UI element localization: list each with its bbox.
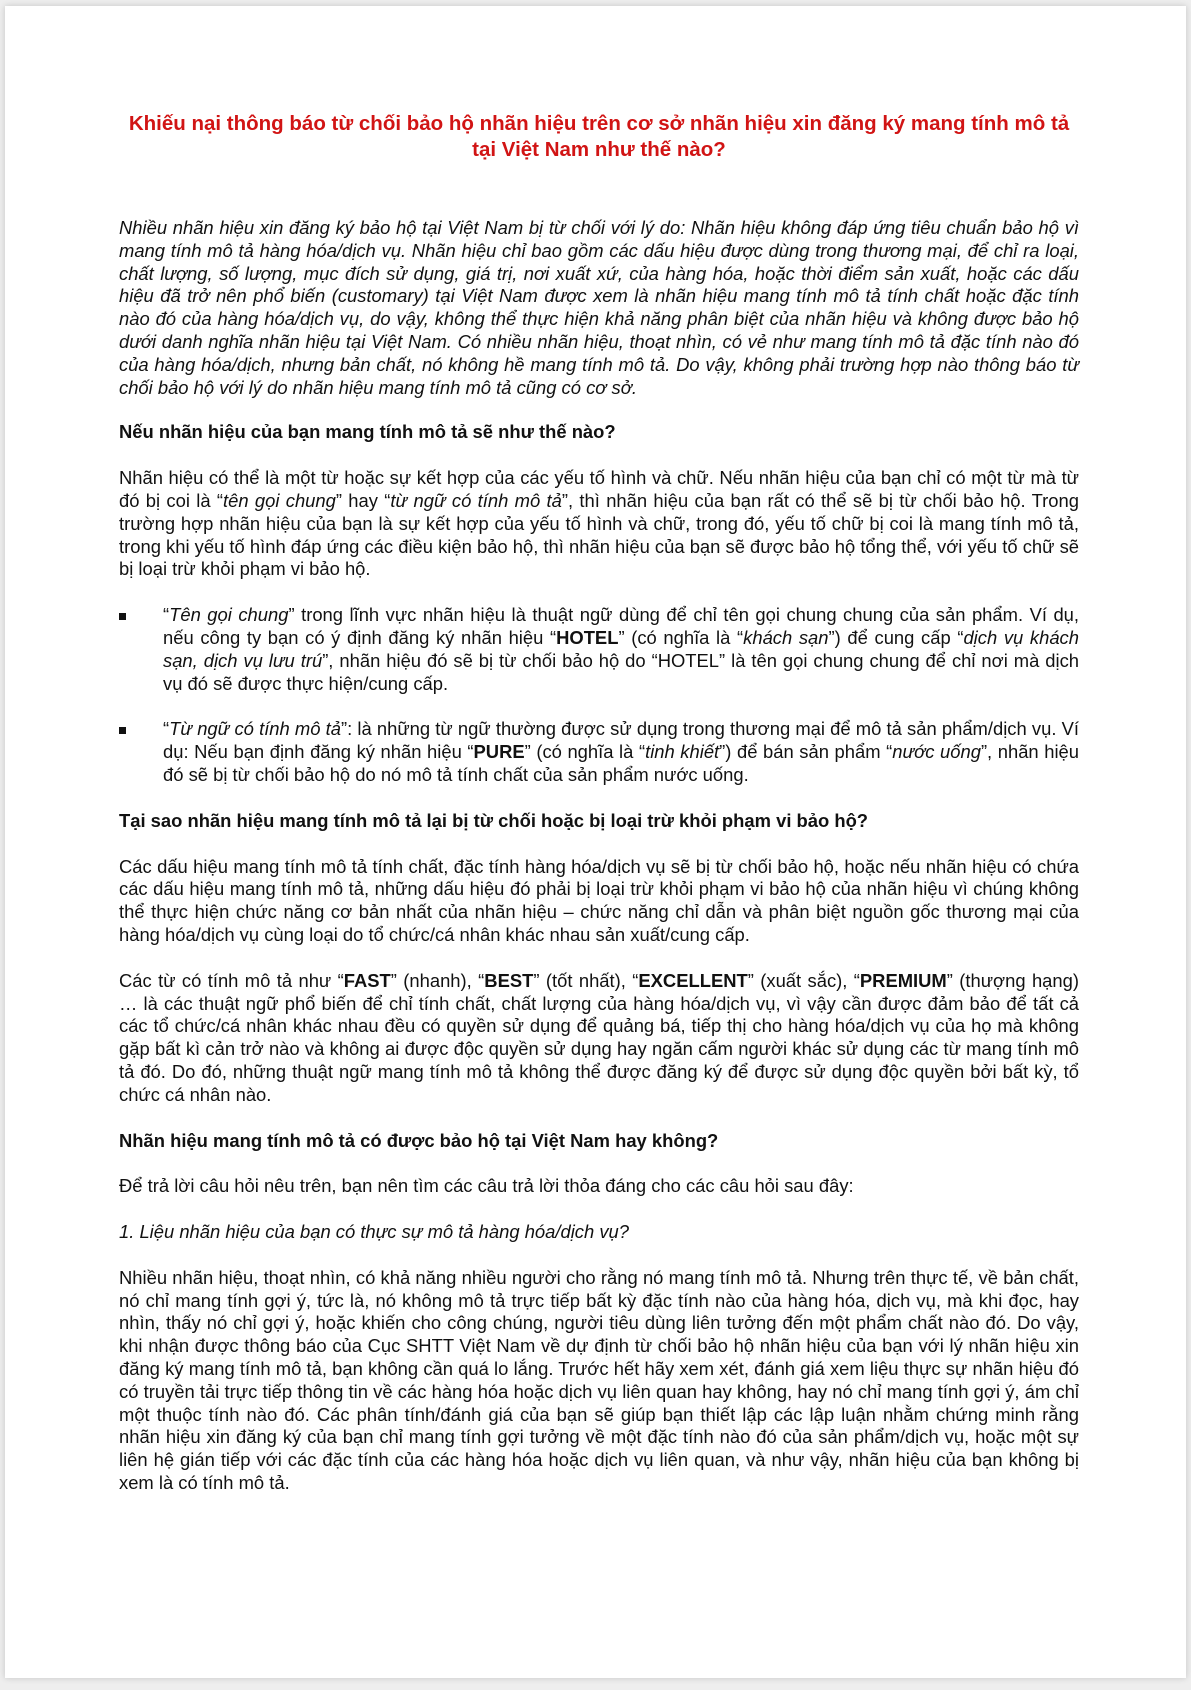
document-page bbox=[5, 6, 1186, 1678]
paragraph-refusal-reason: Các dấu hiệu mang tính mô tả tính chất, đặc tính hàng hóa/dịch vụ sẽ bị từ chối bảo hộ, hoặc nếu nhãn hiệu có chứa các dấu hiệu mang tính mô tả, những dấu hiệu đó phải bị loại trừ khỏi phạm vi bảo hộ của nhãn hiệu vì chúng không thể thực hiện chức năng cơ bản nhất của nhãn hiệu – chức năng chỉ dẫn và phân biệt nguồn gốc thương mại của hàng hóa/dịch vụ cùng loại do tổ chức/cá nhân khác nhau sản xuất/cung cấp. bbox=[119, 855, 1079, 945]
paragraph-mark-composition: Nhãn hiệu có thể là một từ hoặc sự kết hợp của các yếu tố hình và chữ. Nếu nhãn hiệu của bạn chỉ có một từ mà từ đó bị coi là “tên gọi chung” hay “từ ngữ có tính mô tả”, thì nhãn hiệu của bạn rất có thể sẽ bị từ chối bảo hộ. Trong trường hợp nhãn hiệu của bạn là sự kết hợp của yếu tố hình và chữ, trong đó, yếu tố chữ bị coi là mang tính mô tả, trong khi yếu tố hình đáp ứng các điều kiện bảo hộ, thì nhãn hiệu của bạn sẽ được bảo hộ tổng thể, với yếu tố chữ sẽ bị loại trừ khỏi phạm vi bảo hộ. bbox=[119, 467, 1079, 580]
document-title: Khiếu nại thông báo từ chối bảo hộ nhãn hiệu trên cơ sở nhãn hiệu xin đăng ký mang tính mô tả tại Việt Nam như thế nào? bbox=[128, 112, 1070, 161]
list-item-descriptive-term: “Từ ngữ có tính mô tả”: là những từ ngữ thường được sử dụng trong thương mại để mô tả sản phẩm/dịch vụ. Ví dụ: Nếu bạn định đăng ký nhãn hiệu “PURE” (có nghĩa là “tinh khiết”) để bán sản phẩm “nước uống”, nhãn hiệu đó sẽ bị từ chối bảo hộ do nó mô tả tính chất của sản phẩm nước uống. bbox=[119, 718, 1079, 786]
paragraph-suggestive-marks: Nhiều nhãn hiệu, thoạt nhìn, có khả năng nhiều người cho rằng nó mang tính mô tả. Nhưng trên thực tế, về bản chất, nó chỉ mang tính gợi ý, tức là, nó không mô tả trực tiếp bất kỳ đặc tính nào của hàng hóa, dịch vụ, mà khi đọc, hay nhìn, thấy nó chỉ gợi ý, hoặc khiến cho công chúng, người tiêu dùng liên tưởng đến một phẩm chất nào đó. Do vậy, khi nhận được thông báo của Cục SHTT Việt Nam về dự định từ chối bảo hộ nhãn hiệu của bạn với lý nhãn hiệu xin đăng ký mang tính mô tả, bạn không cần quá lo lắng. Trước hết hãy xem xét, đánh giá xem liệu thực sự nhãn hiệu đó có truyền tải trực tiếp thông tin về các hàng hóa hoặc dịch vụ liên quan hay không, hay nó chỉ mang tính gợi ý, ám chỉ một thuộc tính nào đó. Các phân tính/đánh giá của bạn sẽ giúp bạn thiết lập các lập luận nhằm chứng minh rằng nhãn hiệu xin đăng ký của bạn chỉ mang tính gợi tưởng về một đặc tính nào đó của sản phẩm/dịch vụ, hoặc một sự liên hệ gián tiếp với các đặc tính của các hàng hóa hoặc dịch vụ liên quan, và như vậy, nhãn hiệu của bạn không bị xem là có tính mô tả. bbox=[119, 1266, 1079, 1494]
question-1: 1. Liệu nhãn hiệu của bạn có thực sự mô tả hàng hóa/dịch vụ? bbox=[119, 1221, 629, 1243]
paragraph-descriptive-examples: Các từ có tính mô tả như “FAST” (nhanh), “BEST” (tốt nhất), “EXCELLENT” (xuất sắc), “PREMIUM” (thượng hạng) … là các thuật ngữ phổ biến để chỉ tính chất, chất lượng của hàng hóa/dịch vụ, vì vậy cần được đảm bảo để tất cả các tổ chức/cá nhân khác nhau đều có quyền sử dụng để quảng bá, tiếp thị cho hàng hóa/dịch vụ của họ mà không gặp bất kì cản trở nào và không ai được độc quyền sử dụng hay ngăn cấm người khác sử dụng các từ mang tính mô tả đó. Do đó, những thuật ngữ mang tính mô tả không thể được đăng ký để được sử dụng độc quyền bởi bất kỳ, tổ chức cá nhân nào. bbox=[119, 969, 1079, 1105]
square-bullet-icon bbox=[119, 727, 126, 734]
intro-paragraph: Nhiều nhãn hiệu xin đăng ký bảo hộ tại Việt Nam bị từ chối với lý do: Nhãn hiệu không đáp ứng tiêu chuẩn bảo hộ vì mang tính mô tả hàng hóa/dịch vụ. Nhãn hiệu chỉ bao gồm các dấu hiệu được dùng trong thương mại, để chỉ ra loại, chất lượng, số lượng, mục đích sử dụng, giá trị, nơi xuất xứ, của hàng hóa, hoặc thời điểm sản xuất, hoặc các dấu hiệu đã trở nên phổ biến (customary) tại Việt Nam được xem là nhãn hiệu mang tính mô tả tính chất hoặc đặc tính nào đó của hàng hóa/dịch vụ, do vậy, không thể thực hiện khả năng phân biệt của nhãn hiệu và không được bảo hộ dưới danh nghĩa nhãn hiệu tại Việt Nam. Có nhiều nhãn hiệu, thoạt nhìn, có vẻ như mang tính mô tả đặc tính nào đó của hàng hóa/dịch, nhưng bản chất, nó không hề mang tính mô tả. Do vậy, không phải trường hợp nào thông báo từ chối bảo hộ với lý do nhãn hiệu mang tính mô tả cũng có cơ sở. bbox=[119, 217, 1079, 398]
list-item-generic-name: “Tên gọi chung” trong lĩnh vực nhãn hiệu là thuật ngữ dùng để chỉ tên gọi chung chung của sản phẩm. Ví dụ, nếu công ty bạn có ý định đăng ký nhãn hiệu “HOTEL” (có nghĩa là “khách sạn”) để cung cấp “dịch vụ khách sạn, dịch vụ lưu trú”, nhãn hiệu đó sẽ bị từ chối bảo hộ do “HOTEL” là tên gọi chung chung để chỉ nơi mà dịch vụ đó sẽ được thực hiện/cung cấp. bbox=[119, 604, 1079, 695]
paragraph-questions-intro: Để trả lời câu hỏi nêu trên, bạn nên tìm các câu trả lời thỏa đáng cho các câu hỏi sau đây: bbox=[119, 1175, 854, 1197]
document-body bbox=[119, 6, 1079, 1495]
section-heading-descriptive-effect: Nếu nhãn hiệu của bạn mang tính mô tả sẽ như thế nào? bbox=[119, 421, 616, 443]
definition-list bbox=[119, 604, 1079, 787]
section-heading-protection-vietnam: Nhãn hiệu mang tính mô tả có được bảo hộ tại Việt Nam hay không? bbox=[119, 1129, 719, 1151]
square-bullet-icon bbox=[119, 613, 126, 620]
section-heading-why-refused: Tại sao nhãn hiệu mang tính mô tả lại bị từ chối hoặc bị loại trừ khỏi phạm vi bảo hộ? bbox=[119, 809, 869, 831]
